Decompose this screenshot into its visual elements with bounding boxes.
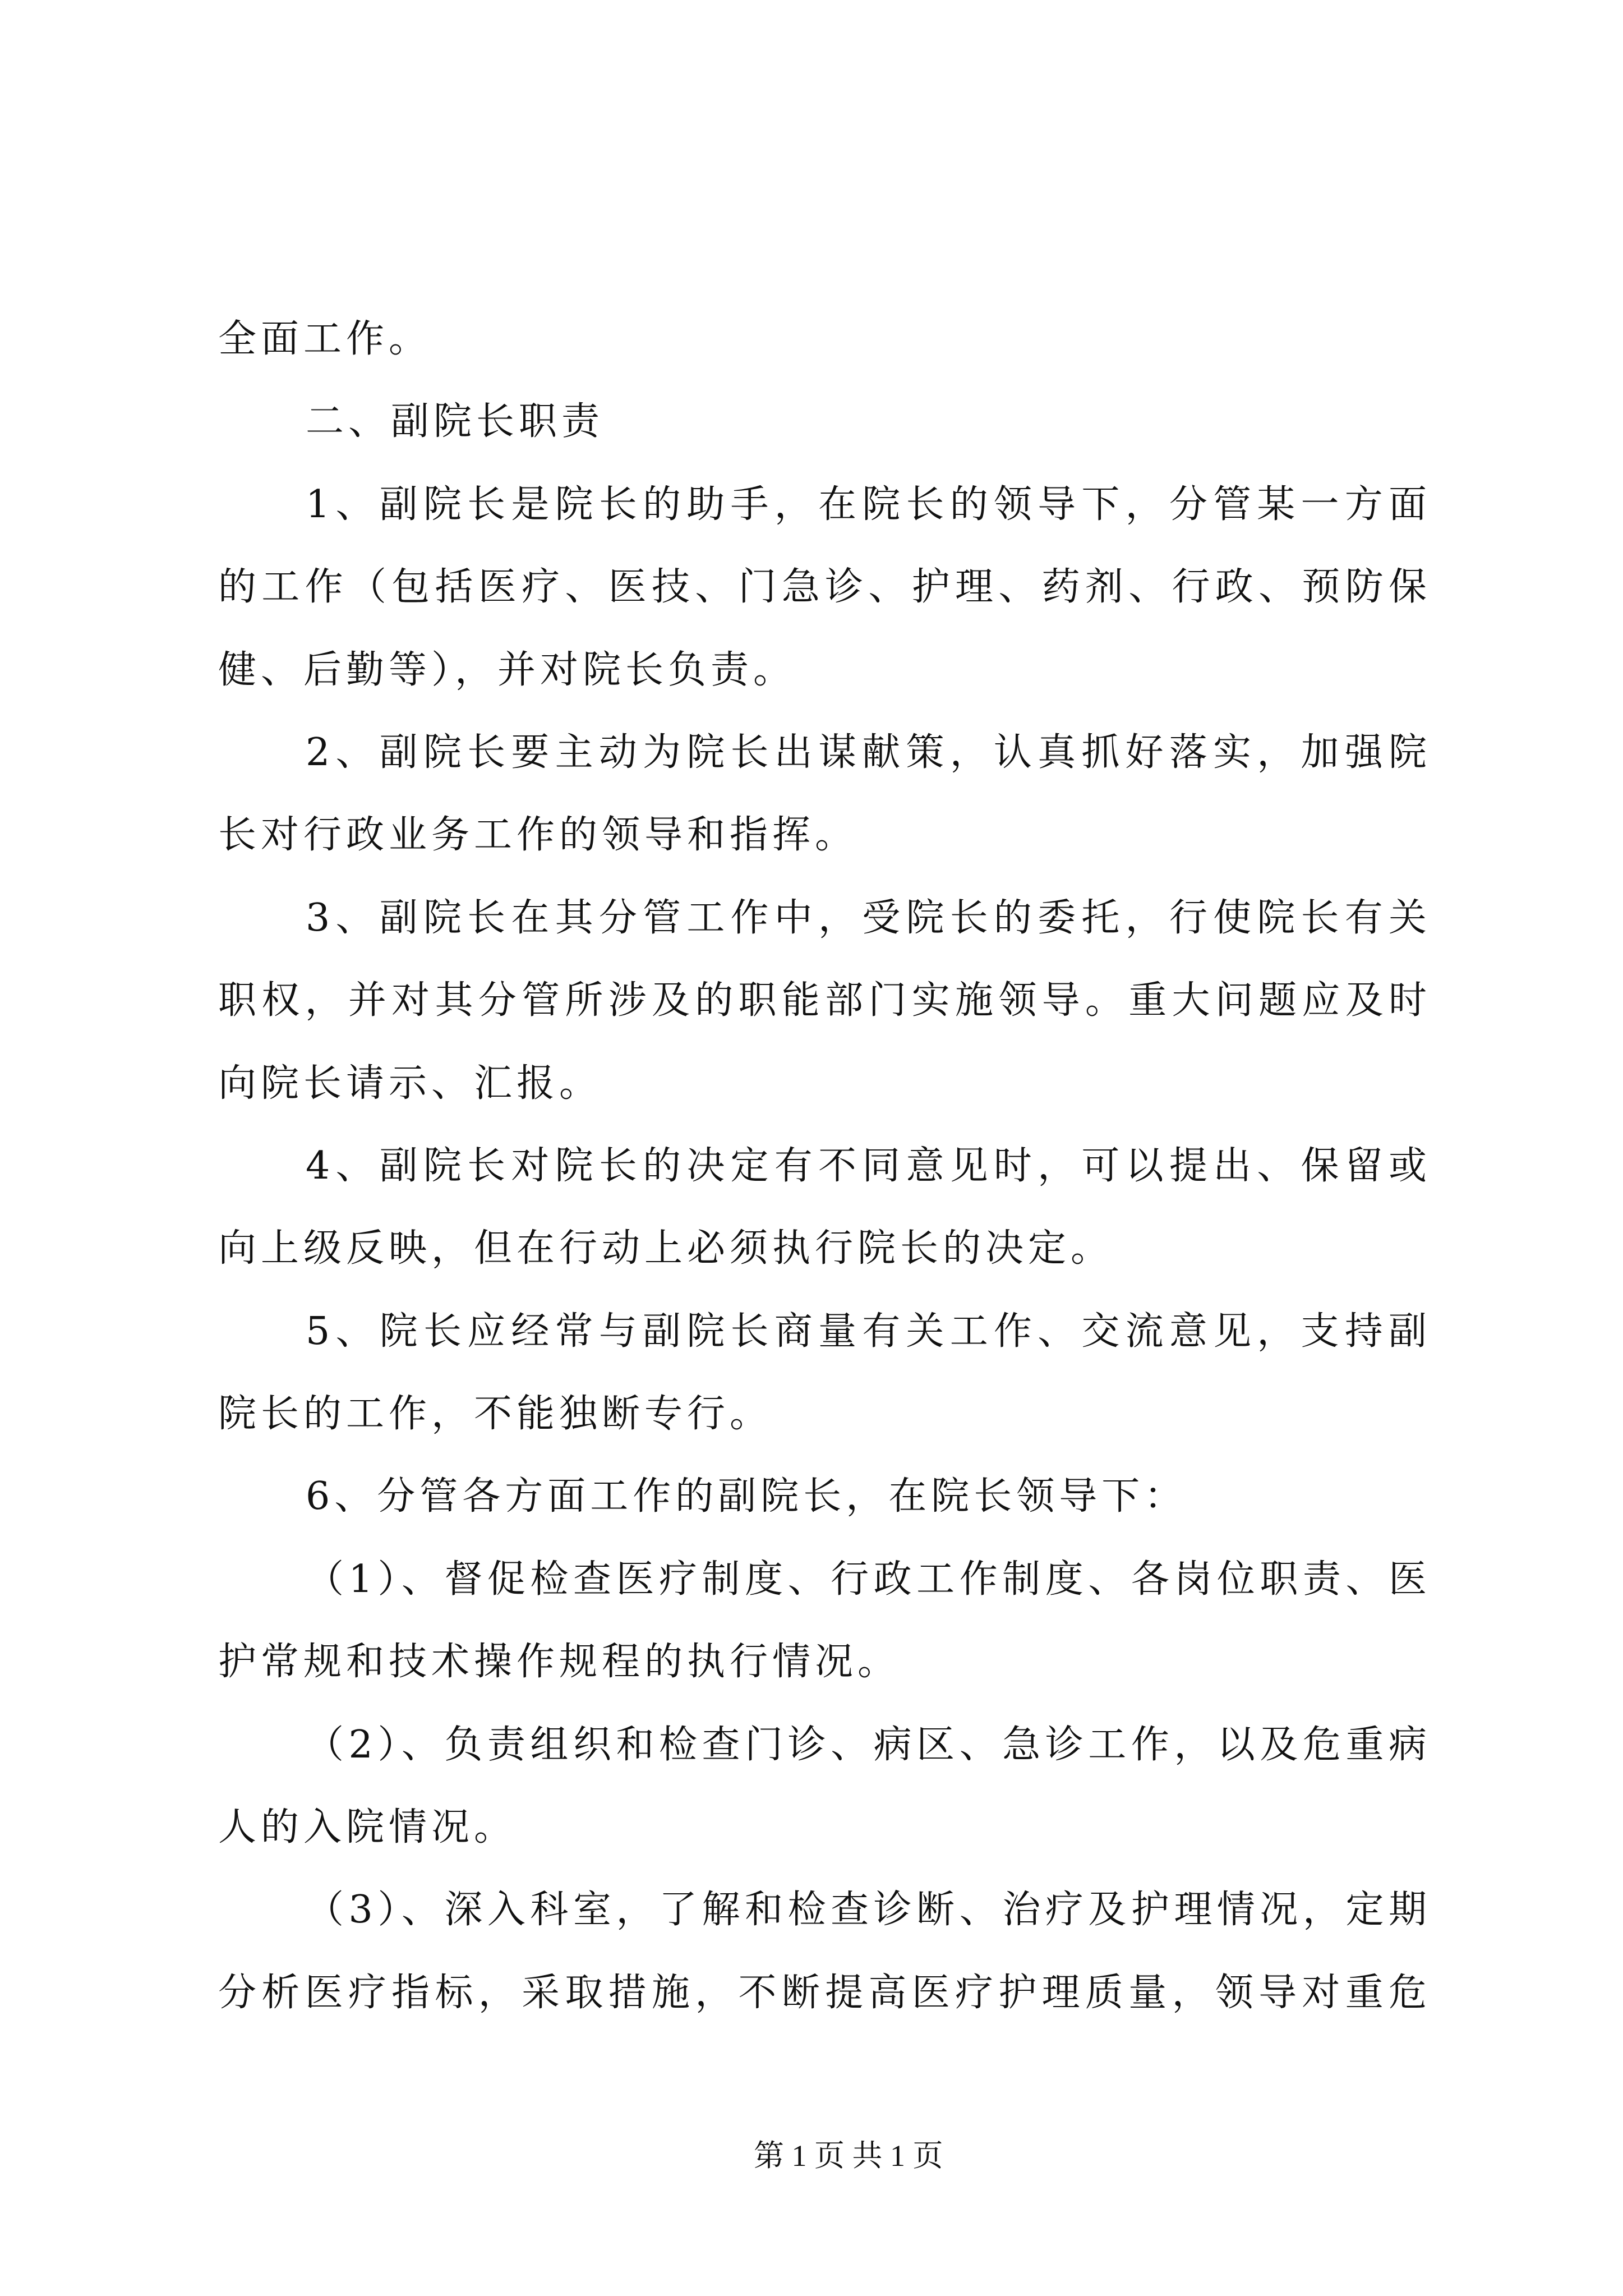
text-line: 分析医疗指标，采取措施，不断提高医疗护理质量，领导对重危: [218, 1970, 1431, 2015]
text-line: 5、院长应经常与副院长商量有关工作、交流意见，支持副: [306, 1309, 1431, 1354]
paragraph-subitem-2: [218, 1704, 1431, 1869]
paragraph-subitem-3: [218, 1869, 1431, 2034]
paragraph-item-4: [218, 1125, 1431, 1290]
text-line: 院长的工作，不能独断专行。: [218, 1392, 773, 1437]
text-line: 长对行政业务工作的领导和指挥。: [218, 813, 858, 858]
section-heading: [218, 380, 1431, 463]
text-line: 护常规和技术操作规程的执行情况。: [218, 1640, 901, 1685]
paragraph-item-5: [218, 1290, 1431, 1456]
section-heading-text: 二、副院长职责: [306, 399, 605, 444]
text-line: （3）、深入科室，了解和检查诊断、治疗及护理情况，定期: [306, 1888, 1431, 1932]
text-line: 人的入院情况。: [218, 1805, 517, 1850]
page-number-label: 第 1 页 共 1 页: [754, 2139, 943, 2173]
body-text: [218, 298, 1431, 2034]
page-footer: [754, 2137, 943, 2174]
text-line: 向院长请示、汇报。: [218, 1061, 602, 1106]
paragraph-continuation: [218, 298, 1431, 380]
text-line: 4、副院长对院长的决定有不同意见时，可以提出、保留或: [306, 1143, 1431, 1188]
text-line: （1）、督促检查医疗制度、行政工作制度、各岗位职责、医: [306, 1557, 1431, 1602]
paragraph-subitem-1: [218, 1538, 1431, 1704]
paragraph-item-6: [218, 1455, 1431, 1538]
text-line: 2、副院长要主动为院长出谋献策，认真抓好落实，加强院: [306, 730, 1431, 775]
text-line: 向上级反映，但在行动上必须执行院长的决定。: [218, 1226, 1114, 1271]
text-line: 全面工作。: [218, 317, 432, 361]
paragraph-item-2: [218, 711, 1431, 877]
text-line: 3、副院长在其分管工作中，受院长的委托，行使院长有关: [306, 895, 1431, 940]
text-line: 职权，并对其分管所涉及的职能部门实施领导。重大问题应及时: [218, 978, 1431, 1023]
paragraph-item-3: [218, 877, 1431, 1125]
text-line: 1、副院长是院长的助手，在院长的领导下，分管某一方面: [306, 482, 1431, 527]
text-line: 的工作（包括医疗、医技、门急诊、护理、药剂、行政、预防保: [218, 565, 1431, 610]
paragraph-item-1: [218, 463, 1431, 711]
text-line: 健、后勤等），并对院长负责。: [218, 647, 796, 692]
text-line: 6、分管各方面工作的副院长，在院长领导下：: [306, 1474, 1187, 1519]
text-line: （2）、负责组织和检查门诊、病区、急诊工作，以及危重病: [306, 1722, 1431, 1767]
